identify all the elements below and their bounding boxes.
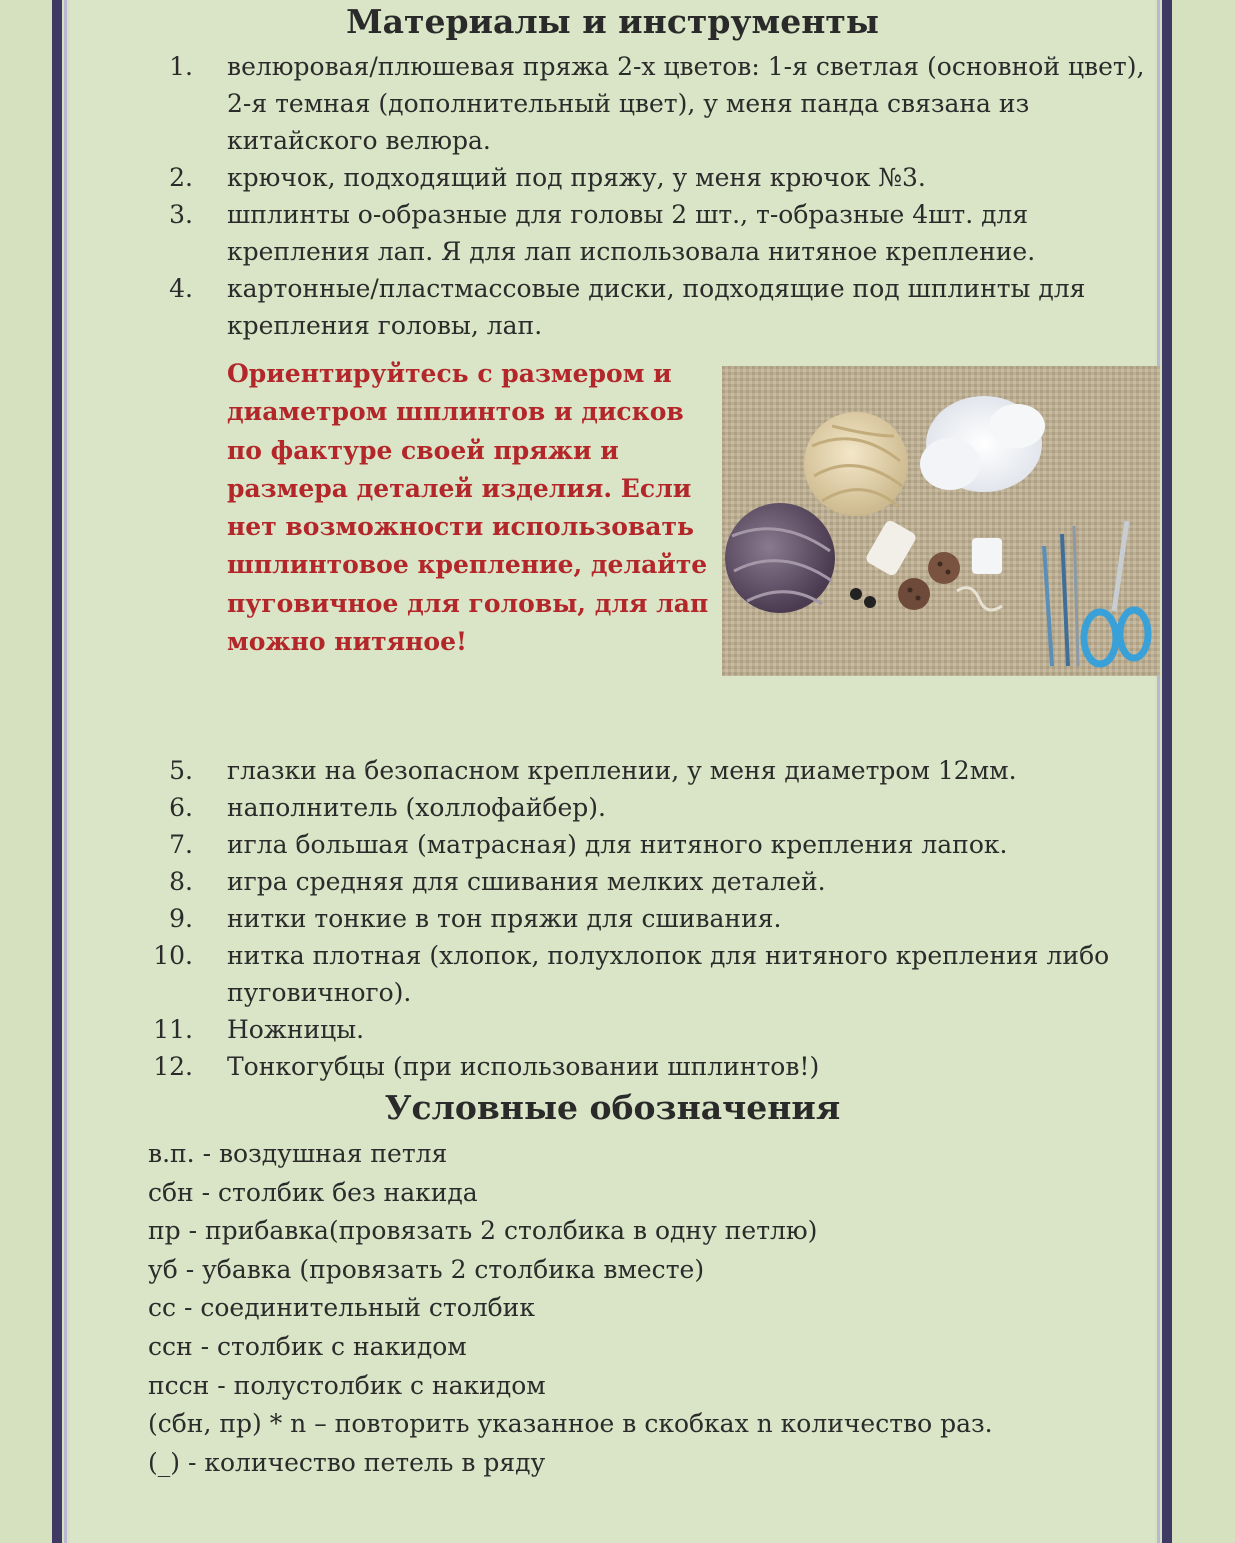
materials-list-continued [70,752,1155,1085]
materials-photo-illustration [722,366,1160,676]
item-text: наполнитель (холлофайбер). [227,793,606,822]
list-item [70,826,1155,863]
legend-list [148,1135,1148,1482]
item-number: 1. [169,52,193,81]
content-panel [70,0,1155,1543]
item-number: 9. [169,904,193,933]
cream-yarn-ball-icon [804,412,908,516]
legend-item: (сбн, пр) * n – повторить указанное в скобках n количество раз. [148,1409,993,1439]
item-text: игла большая (матрасная) для нитяного крепления лапок. [227,830,1008,859]
item-text: Ножницы. [227,1015,365,1044]
legend-item: (_) - количество петель в ряду [148,1447,546,1477]
list-item [70,937,1155,1011]
item-text: велюровая/плюшевая пряжа 2-х цветов: 1-я светлая (основной цвет), 2-я темная (дополнительный цвет), у меня панда связана из китайского велюра. [227,52,1145,155]
materials-photo [722,366,1160,676]
item-text: игра средняя для сшивания мелких деталей. [227,867,826,896]
list-item [70,900,1155,937]
item-text: шплинты о-образные для головы 2 шт., т-образные 4шт. для крепления лап. Я для лап использовала нитяное крепление. [227,200,1036,266]
legend-item: пр - прибавка(провязать 2 столбика в одну петлю) [148,1216,818,1246]
list-item [70,196,1155,270]
right-border-inner [1157,0,1160,1543]
item-number: 12. [153,1052,193,1081]
list-item [70,270,1155,344]
legend-item: сс - соединительный столбик [148,1293,535,1323]
item-text: Тонкогубцы (при использовании шплинтов!) [227,1052,820,1081]
item-number: 4. [169,274,193,303]
left-border [52,0,62,1543]
legend-item: пссн - полустолбик с накидом [148,1370,546,1400]
item-text: нитки тонкие в тон пряжи для сшивания. [227,904,782,933]
item-number: 8. [169,867,193,896]
item-number: 2. [169,163,193,192]
legend-title: Условные обозначения [384,1088,841,1127]
list-item [70,159,1155,196]
item-number: 10. [153,941,193,970]
list-item [70,48,1155,159]
legend-item: в.п. - воздушная петля [148,1139,448,1168]
item-number: 11. [153,1015,193,1044]
outer-margin [0,0,50,1543]
list-item [70,752,1155,789]
item-number: 5. [169,756,193,785]
left-border-inner [64,0,67,1543]
list-item [70,789,1155,826]
item-text: крючок, подходящий под пряжу, у меня крючок №3. [227,163,926,192]
list-item [70,1048,1155,1085]
right-border [1162,0,1172,1543]
item-text: глазки на безопасном креплении, у меня диаметром 12мм. [227,756,1017,785]
list-item [70,863,1155,900]
item-text: нитка плотная (хлопок, полухлопок для нитяного крепления либо пуговичного). [227,941,1110,1007]
materials-list [70,48,1155,344]
item-text: картонные/пластмассовые диски, подходящие под шплинты для крепления головы, лап. [227,274,1086,340]
list-item [70,1011,1155,1048]
warning-note: Ориентируйтесь с размером и диаметром шплинтов и дисков по фактуре своей пряжи и размера деталей изделия. Если нет возможности использовать шплинтовое крепление, делайте пуговичное для головы, для лап можно нитяное! [227,359,709,657]
cotton-pad-icon [972,538,1002,574]
legend-item: ссн - столбик с накидом [148,1331,467,1361]
materials-title: Материалы и инструменты [346,2,879,41]
item-number: 6. [169,793,193,822]
purple-yarn-ball-icon [725,503,835,613]
item-number: 3. [169,200,193,229]
item-number: 7. [169,830,193,859]
legend-item: сбн - столбик без накида [148,1177,478,1207]
legend-item: уб - убавка (провязать 2 столбика вместе) [148,1254,705,1284]
